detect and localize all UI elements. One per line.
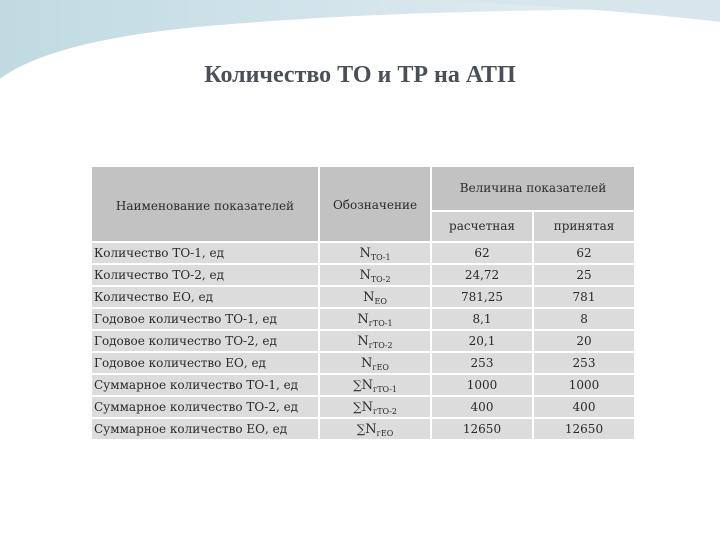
row-accepted: 400 — [533, 396, 635, 418]
row-accepted: 12650 — [533, 418, 635, 440]
header-calculated: расчетная — [431, 211, 533, 242]
header-name: Наименование показателей — [91, 166, 319, 242]
row-accepted: 1000 — [533, 374, 635, 396]
page-title: Количество ТО и ТР на АТП — [204, 62, 516, 88]
symbol-subscript: ТО-1 — [370, 252, 391, 262]
symbol-prefix: ∑ — [353, 377, 362, 392]
row-accepted: 253 — [533, 352, 635, 374]
table-row — [91, 264, 635, 286]
symbol-prefix: ∑ — [356, 421, 366, 436]
table-row — [91, 374, 635, 396]
row-symbol — [319, 374, 431, 396]
row-calculated: 253 — [431, 352, 533, 374]
row-symbol — [319, 352, 431, 374]
row-symbol — [319, 264, 431, 286]
row-calculated: 20,1 — [431, 330, 533, 352]
row-name: Годовое количество ТО-2, ед — [91, 330, 319, 352]
table-row — [91, 242, 635, 264]
row-calculated: 24,72 — [431, 264, 533, 286]
row-accepted: 25 — [533, 264, 635, 286]
row-name: Суммарное количество ЕО, ед — [91, 418, 319, 440]
row-calculated: 400 — [431, 396, 533, 418]
header-accepted: принятая — [533, 211, 635, 242]
row-symbol — [319, 242, 431, 264]
row-calculated: 62 — [431, 242, 533, 264]
row-symbol — [319, 286, 431, 308]
row-name: Годовое количество ТО-1, ед — [91, 308, 319, 330]
row-accepted: 781 — [533, 286, 635, 308]
symbol-base: N — [359, 267, 371, 283]
table-row — [91, 396, 635, 418]
row-symbol — [319, 418, 431, 440]
symbol-prefix: ∑ — [353, 399, 362, 414]
symbol-subscript: гТО-2 — [368, 340, 393, 350]
symbol-base: N — [357, 311, 369, 327]
row-symbol — [319, 308, 431, 330]
row-calculated: 8,1 — [431, 308, 533, 330]
row-accepted: 62 — [533, 242, 635, 264]
header-value: Величина показателей — [431, 166, 635, 211]
row-calculated: 12650 — [431, 418, 533, 440]
table-row — [91, 330, 635, 352]
symbol-base: N — [365, 421, 377, 437]
row-accepted: 8 — [533, 308, 635, 330]
symbol-base: N — [357, 333, 369, 349]
table-row — [91, 418, 635, 440]
symbol-base: N — [363, 289, 375, 305]
symbol-subscript: ЕО — [374, 296, 387, 306]
row-name: Суммарное количество ТО-2, ед — [91, 396, 319, 418]
indicators-table — [90, 165, 636, 441]
symbol-subscript: ТО-2 — [370, 274, 391, 284]
symbol-base: N — [361, 355, 373, 371]
row-accepted: 20 — [533, 330, 635, 352]
symbol-subscript: гТО-2 — [373, 406, 397, 416]
row-name: Количество ЕО, ед — [91, 286, 319, 308]
symbol-subscript: гТО-1 — [373, 384, 397, 394]
symbol-base: N — [361, 377, 374, 393]
row-calculated: 781,25 — [431, 286, 533, 308]
symbol-subscript: гЕО — [372, 362, 389, 372]
table-row — [91, 352, 635, 374]
table-row — [91, 308, 635, 330]
symbol-subscript: гТО-1 — [368, 318, 393, 328]
symbol-subscript: гЕО — [376, 428, 394, 438]
table-row — [91, 286, 635, 308]
row-symbol — [319, 330, 431, 352]
row-name: Количество ТО-1, ед — [91, 242, 319, 264]
row-calculated: 1000 — [431, 374, 533, 396]
symbol-base: N — [361, 399, 374, 415]
symbol-base: N — [359, 245, 371, 261]
row-symbol — [319, 396, 431, 418]
row-name: Количество ТО-2, ед — [91, 264, 319, 286]
row-name: Годовое количество ЕО, ед — [91, 352, 319, 374]
row-name: Суммарное количество ТО-1, ед — [91, 374, 319, 396]
header-symbol: Обозначение — [319, 166, 431, 242]
